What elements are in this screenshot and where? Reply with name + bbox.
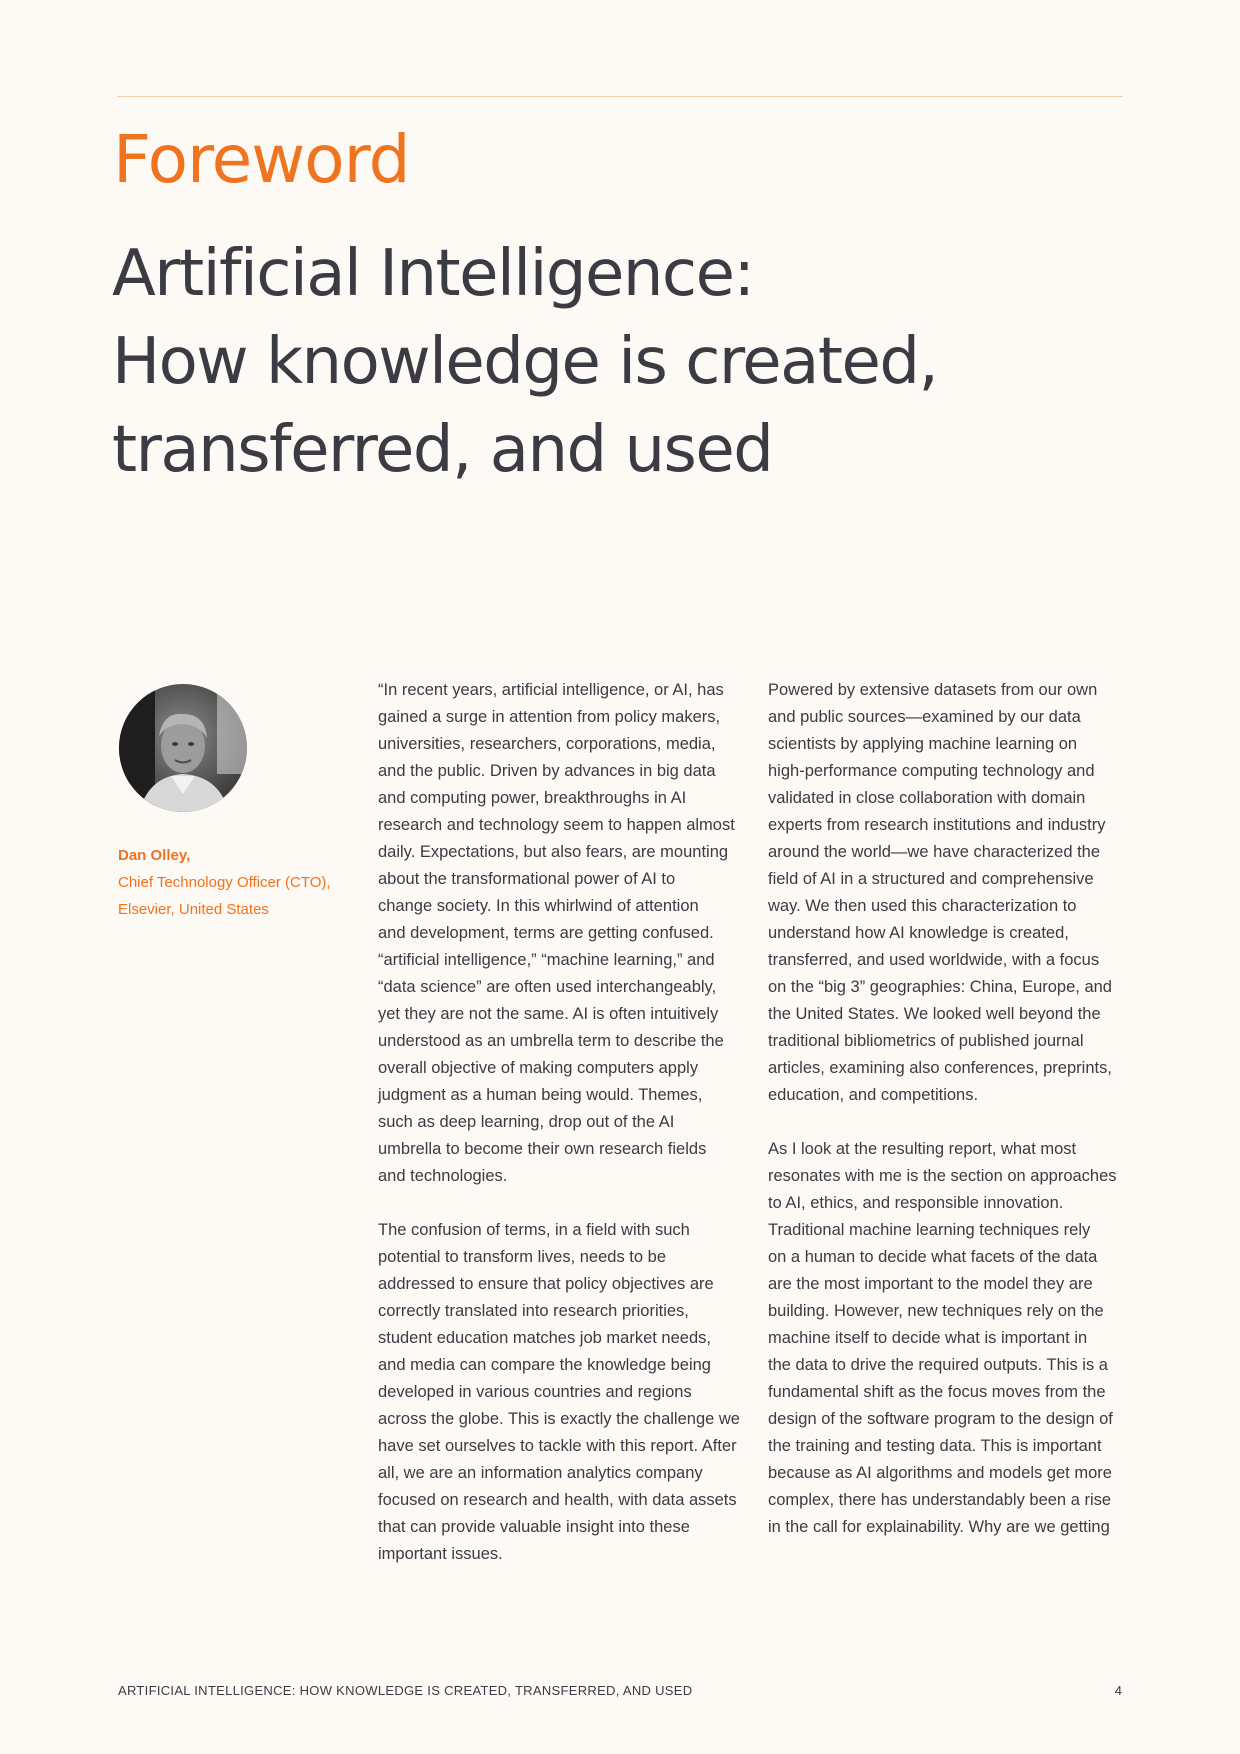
text-column-right	[768, 677, 1140, 1541]
text-column-left	[378, 677, 750, 1568]
header-rule	[117, 96, 1123, 97]
author-name: Dan Olley,	[118, 847, 191, 864]
page-title-line: transferred, and used	[112, 413, 773, 487]
body-text-line: are the most important to the model they are	[768, 1275, 1093, 1293]
body-text-line: high-performance computing technology and	[768, 762, 1095, 780]
paragraph-gap	[768, 1109, 1140, 1136]
body-text-line: daily. Expectations, but also fears, are mounting	[378, 843, 729, 861]
author-role-line: Elsevier, United States	[118, 901, 269, 918]
author-role-line: Chief Technology Officer (CTO),	[118, 874, 331, 891]
author-block	[118, 842, 358, 923]
body-text-line: and technologies.	[378, 1167, 508, 1185]
body-text-line: on a human to decide what facets of the data	[768, 1248, 1098, 1266]
body-text-line: on the “big 3” geographies: China, Europe, and	[768, 978, 1112, 996]
body-text-line: complex, there has understandably been a rise	[768, 1491, 1112, 1509]
body-text-line: “artificial intelligence,” “machine learning,” and	[378, 951, 715, 969]
body-text-line: student education matches job market needs,	[378, 1329, 711, 1347]
body-text-line: and computing power, breakthroughs in AI	[378, 789, 687, 807]
body-text-line: across the globe. This is exactly the challenge we	[378, 1410, 740, 1428]
body-text-line: The confusion of terms, in a field with such	[378, 1221, 690, 1239]
body-text-line: change society. In this whirlwind of attention	[378, 897, 699, 915]
body-text-line: addressed to ensure that policy objectives are	[378, 1275, 714, 1293]
page-title-line: How knowledge is created,	[112, 325, 938, 399]
body-text-line: field of AI in a structured and comprehensive	[768, 870, 1094, 888]
body-text-line: and public sources—examined by our data	[768, 708, 1081, 726]
body-text-line: have set ourselves to tackle with this report. After	[378, 1437, 737, 1455]
body-text-line: Powered by extensive datasets from our own	[768, 681, 1098, 699]
body-text-line: and development, terms are getting confused.	[378, 924, 714, 942]
body-text-line: way. We then used this characterization to	[768, 897, 1077, 915]
body-text-line: judgment as a human being would. Themes,	[378, 1086, 703, 1104]
body-text-line: the United States. We looked well beyond the	[768, 1005, 1101, 1023]
body-text-line: “In recent years, artificial intelligence, or AI, has	[378, 681, 724, 699]
body-text-line: understand how AI knowledge is created,	[768, 924, 1069, 942]
body-text-line: building. However, new techniques rely on the	[768, 1302, 1104, 1320]
body-text-line: correctly translated into research priorities,	[378, 1302, 689, 1320]
body-text-line: around the world—we have characterized the	[768, 843, 1101, 861]
body-text-line: articles, examining also conferences, preprints,	[768, 1059, 1112, 1077]
body-text-line: all, we are an information analytics company	[378, 1464, 703, 1482]
body-text-line: yet they are not the same. AI is often intuitively	[378, 1005, 719, 1023]
body-text-line: design of the software program to the design of	[768, 1410, 1113, 1428]
body-text-line: research and technology seem to happen almost	[378, 816, 735, 834]
body-text-line: machine itself to decide what is important in	[768, 1329, 1088, 1347]
body-text-line: fundamental shift as the focus moves from the	[768, 1383, 1106, 1401]
body-text-line: in the call for explainability. Why are we getting	[768, 1518, 1110, 1536]
body-text-line: experts from research institutions and industry	[768, 816, 1106, 834]
body-text-line: the training and testing data. This is important	[768, 1437, 1102, 1455]
page-number: 4	[1114, 1683, 1122, 1698]
body-text-line: scientists by applying machine learning on	[768, 735, 1078, 753]
body-text-line: the data to drive the required outputs. This is a	[768, 1356, 1108, 1374]
footer-title: ARTIFICIAL INTELLIGENCE: HOW KNOWLEDGE IS CREATED, TRANSFERRED, AND USED	[118, 1683, 693, 1698]
body-text-line: about the transformational power of AI to	[378, 870, 676, 888]
body-text-line: “data science” are often used interchangeably,	[378, 978, 717, 996]
body-text-line: that can provide valuable insight into these	[378, 1518, 690, 1536]
body-text-line: umbrella to become their own research fields	[378, 1140, 707, 1158]
body-text-line: As I look at the resulting report, what most	[768, 1140, 1077, 1158]
body-text-line: overall objective of making computers apply	[378, 1059, 699, 1077]
section-title: Foreword	[113, 121, 410, 198]
body-text-line: traditional bibliometrics of published journal	[768, 1032, 1084, 1050]
page-title	[112, 230, 1112, 494]
author-photo	[119, 684, 247, 812]
body-text-line: important issues.	[378, 1545, 503, 1563]
body-text-line: and the public. Driven by advances in big data	[378, 762, 716, 780]
body-text-line: transferred, and used worldwide, with a focus	[768, 951, 1100, 969]
body-text-line: understood as an umbrella term to describe the	[378, 1032, 724, 1050]
body-text-line: education, and competitions.	[768, 1086, 979, 1104]
page-title-line: Artificial Intelligence:	[112, 237, 754, 311]
body-text-line: universities, researchers, corporations, media,	[378, 735, 716, 753]
body-text-line: potential to transform lives, needs to be	[378, 1248, 666, 1266]
paragraph-gap	[378, 1190, 750, 1217]
body-text-line: resonates with me is the section on approaches	[768, 1167, 1117, 1185]
body-text-line: such as deep learning, drop out of the AI	[378, 1113, 675, 1131]
body-text-line: to AI, ethics, and responsible innovation.	[768, 1194, 1064, 1212]
body-text-line: validated in close collaboration with domain	[768, 789, 1086, 807]
body-text-line: and media can compare the knowledge being	[378, 1356, 711, 1374]
body-text-line: gained a surge in attention from policy makers,	[378, 708, 721, 726]
body-text-line: Traditional machine learning techniques rely	[768, 1221, 1091, 1239]
body-text-line: developed in various countries and regions	[378, 1383, 692, 1401]
body-text-line: focused on research and health, with data assets	[378, 1491, 737, 1509]
body-text-line: because as AI algorithms and models get more	[768, 1464, 1112, 1482]
